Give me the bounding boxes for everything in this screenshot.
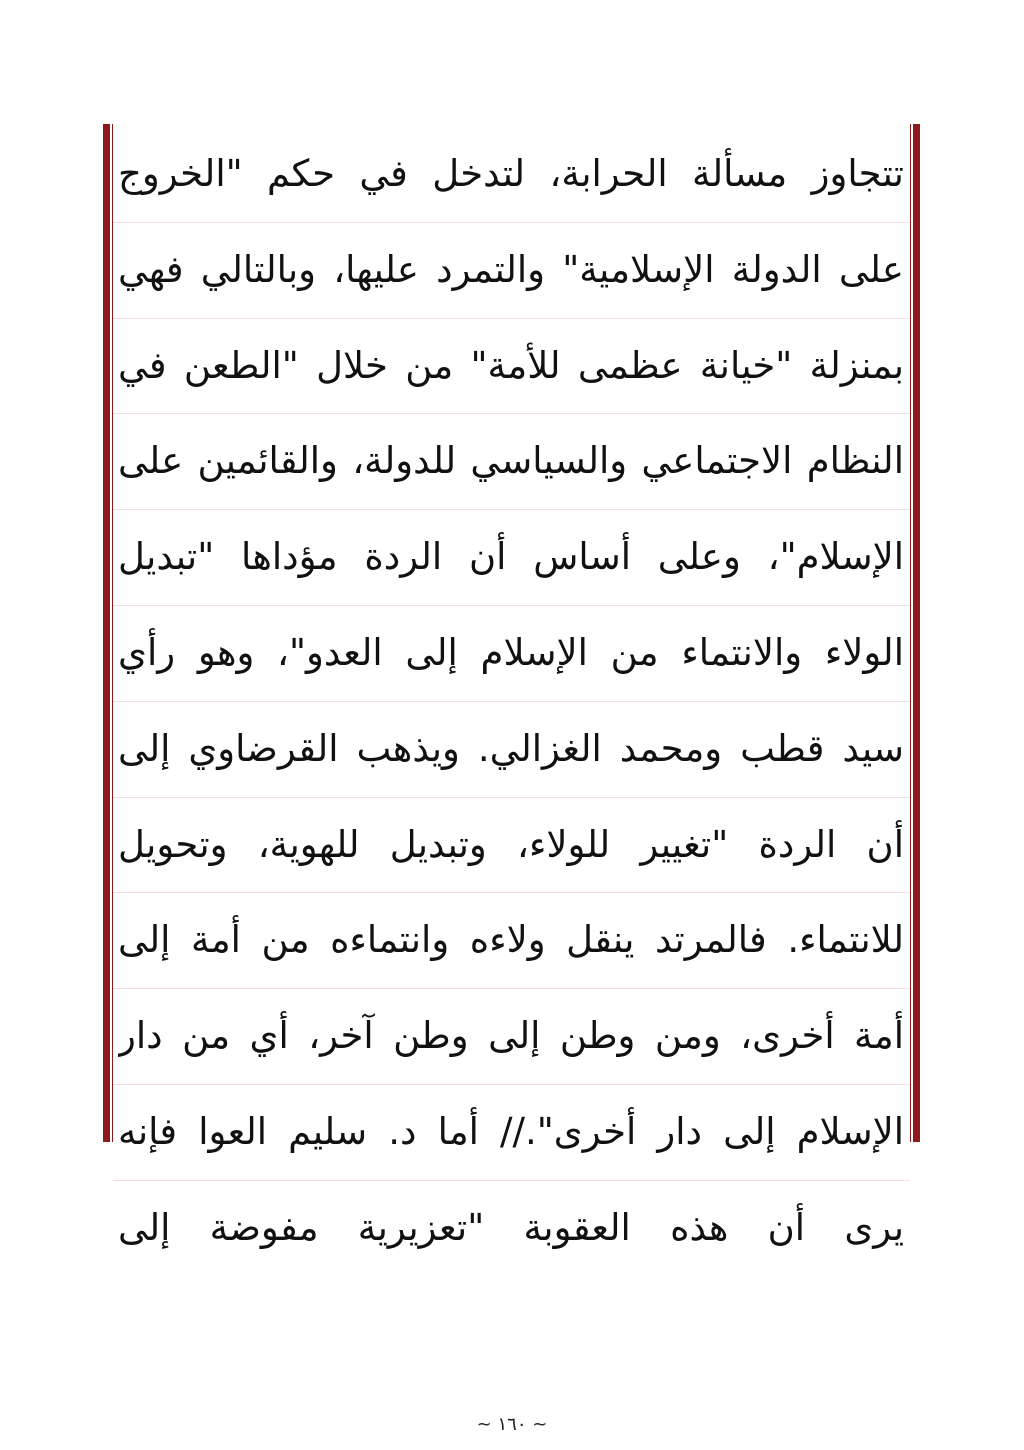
text-line: تتجاوز مسألة الحرابة، لتدخل في حكم "الخروج [118,152,904,195]
text-line: بمنزلة "خيانة عظمى للأمة" من خلال "الطعن في [118,343,904,387]
text-line: أن الردة "تغيير للولاء، وتبديل للهوية، وتحويل [118,822,904,866]
left-border-thin-rule [112,124,113,1142]
text-line: للانتماء. فالمرتد ينقل ولاءه وانتماءه من أمة إلى [118,918,904,962]
text-line: الولاء والانتماء من الإسلام إلى العدو"، وهو رأي [118,630,904,674]
text-line: على الدولة الإسلامية" والتمرد عليها، وبالتالي فهي [118,247,904,291]
body-text [118,126,904,1276]
text-line: الإسلام إلى دار أخرى".// أما د. سليم العوا فإنه [118,1109,904,1153]
right-page-border [910,124,920,1142]
text-line: الإسلام"، وعلى أساس أن الردة مؤداها "تبديل [118,535,904,579]
text-line: أمة أخرى، ومن وطن إلى وطن آخر، أي من دار [118,1014,904,1058]
left-border-thick-rule [103,124,110,1142]
text-line: النظام الاجتماعي والسياسي للدولة، والقائمين على [118,439,904,483]
right-border-thin-rule [910,124,911,1142]
left-page-border [103,124,113,1142]
page-number: ~ ١٦٠ ~ [476,1414,548,1435]
right-border-thick-rule [913,124,920,1142]
text-line: يرى أن هذه العقوبة "تعزيرية مفوضة إلى [118,1205,904,1249]
text-line: سيد قطب ومحمد الغزالي. ويذهب القرضاوي إلى [118,726,904,770]
